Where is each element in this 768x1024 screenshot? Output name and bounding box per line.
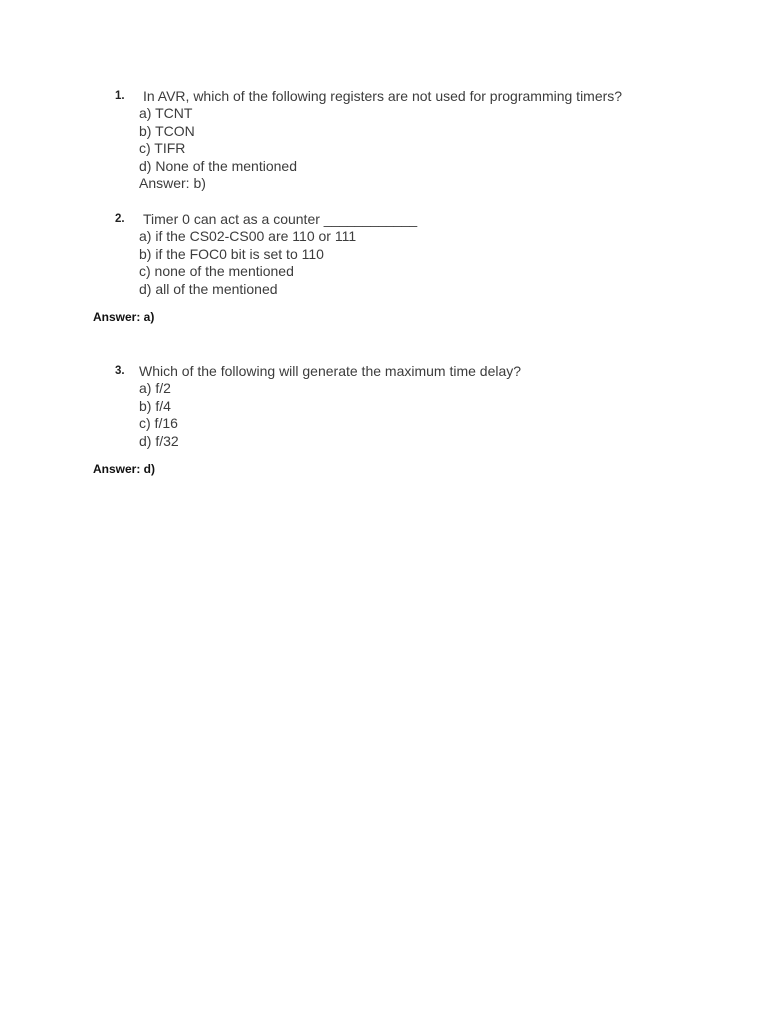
question-text: Which of the following will generate the maximum time delay?	[139, 363, 522, 379]
option-list	[139, 380, 179, 450]
option-a: a) if the CS02-CS00 are 110 or 111	[139, 228, 357, 245]
option-d: d) f/32	[139, 432, 179, 449]
question-text: Timer 0 can act as a counter ____________	[143, 211, 418, 227]
answer-line: Answer: b)	[139, 174, 206, 191]
question-number: 3.	[115, 365, 125, 377]
option-list	[139, 105, 297, 192]
option-a: a) f/2	[139, 380, 171, 397]
question-text: In AVR, which of the following registers are not used for programming timers?	[143, 88, 623, 104]
option-d: d) None of the mentioned	[139, 157, 297, 174]
option-c: c) f/16	[139, 415, 178, 432]
option-b: b) f/4	[139, 397, 171, 414]
answer-3: Answer: d)	[93, 462, 156, 476]
option-list	[139, 228, 356, 298]
option-a: a) TCNT	[139, 105, 193, 122]
option-d: d) all of the mentioned	[139, 280, 278, 297]
option-c: c) TIFR	[139, 140, 186, 157]
question-number: 2.	[115, 213, 125, 225]
option-b: b) if the FOC0 bit is set to 110	[139, 245, 324, 262]
option-b: b) TCON	[139, 122, 195, 139]
question-number: 1.	[115, 90, 125, 102]
answer-2: Answer: a)	[93, 310, 155, 324]
option-c: c) none of the mentioned	[139, 263, 294, 280]
